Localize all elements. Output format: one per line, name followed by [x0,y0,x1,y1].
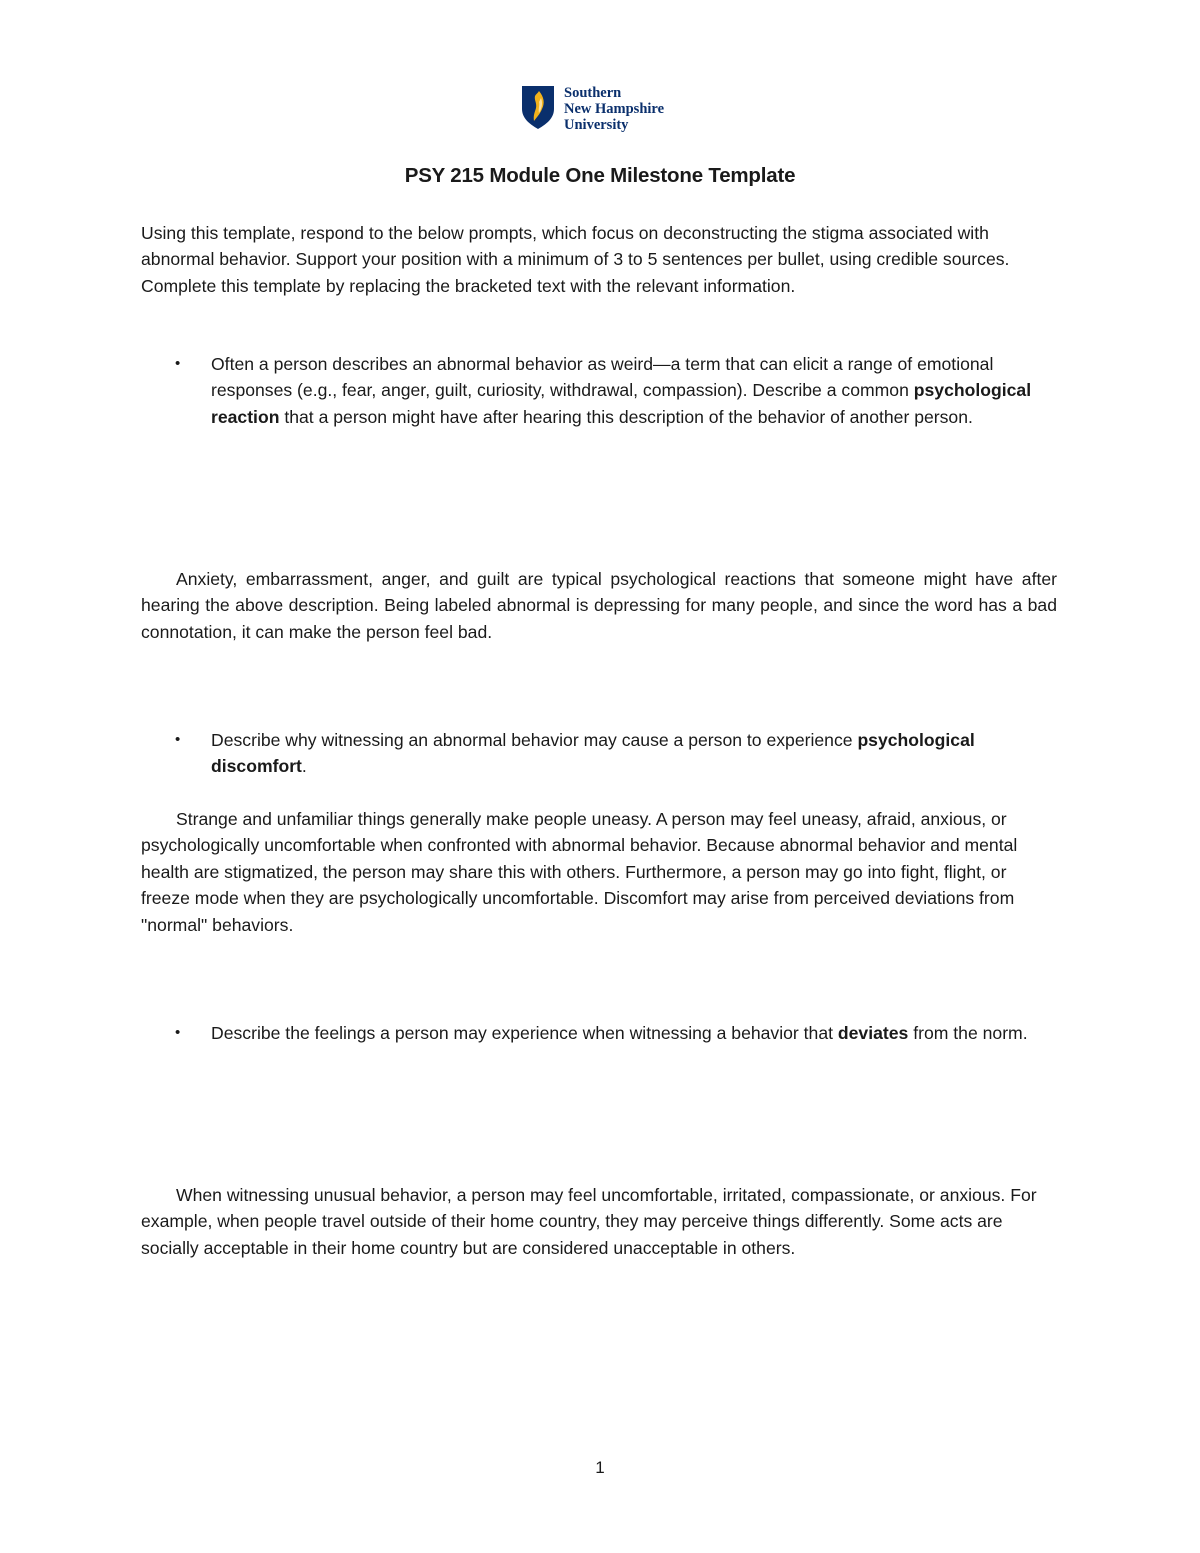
logo-line-3: University [564,117,629,133]
prompt-text-part: Describe why witnessing an abnormal behavior may cause a person to experience [211,730,858,750]
prompt-bullet-3 [141,1020,1059,1046]
prompt-text-part: Describe the feelings a person may experience when witnessing a behavior that [211,1023,838,1043]
prompt-text-part: that a person might have after hearing this description of the behavior of another person. [279,406,973,427]
intro-paragraph [141,220,1061,299]
prompt-text [211,727,1059,780]
answer-text [141,566,1057,645]
answer-paragraph-1 [141,566,1057,645]
prompt-bold-term: psychological reaction [211,380,1032,427]
prompt-bullet-2 [141,727,1059,780]
logo-wordmark [564,85,664,133]
answer-body: Strange and unfamiliar things generally make people uneasy. A person may feel uneasy, afraid, anxious, or psychologically uncomfortable when confronted with abnormal behavior. Because abnormal behavior and mental health are stigmatized, the person may share this with others. Furthermore, a person may go into fight, flight, or freeze mode when they are psychologically uncomfortable. Discomfort may arise from perceived deviations from "normal" behaviors. [141,809,1018,935]
shield-flame-icon [521,85,555,129]
answer-body: Anxiety, embarrassment, anger, and guilt are typical psychological reactions that someone might have after hearing the above description. Being labeled abnormal is depressing for many people, and since the word has a bad connotation, it can make the person feel bad. [141,569,1057,642]
prompt-text-part: from the norm. [908,1023,1028,1043]
university-logo [521,85,664,133]
bullet-marker: • [175,731,181,748]
document-title: PSY 215 Module One Milestone Template [404,164,796,187]
page-number: 1 [595,1458,605,1477]
answer-text [141,806,1057,938]
bullet-marker: • [175,355,181,372]
answer-paragraph-3 [141,1182,1057,1261]
prompt-bold-term: psychological discomfort [211,730,975,777]
prompt-bullet-1 [141,351,1059,430]
intro-text: Using this template, respond to the below prompts, which focus on deconstructing the stigma associated with abnormal behavior. Support your position with a minimum of 3 to 5 sentences per bullet, using credible sources. Complete this template by replacing the bracketed text with the relevant information. [141,223,1010,296]
prompt-text-part: . [301,756,307,777]
prompt-bold-term: deviates [837,1023,909,1043]
answer-paragraph-2 [141,806,1057,938]
prompt-text [211,1020,1059,1046]
logo-line-1: Southern [564,85,622,101]
logo-line-2: New Hampshire [564,101,665,117]
bullet-marker: • [175,1024,181,1041]
answer-body: When witnessing unusual behavior, a person may feel uncomfortable, irritated, compassionate, or anxious. For example, when people travel outside of their home country, they may perceive things differently. Some acts are socially acceptable in their home country but are considered unacceptable in others. [141,1185,1037,1258]
prompt-text-part: Often a person describes an abnormal behavior as weird—a term that can elicit a range of emotional responses (e.g., fear, anger, guilt, curiosity, withdrawal, compassion). Describe a common [211,354,994,401]
prompt-text [211,351,1059,430]
answer-text [141,1182,1057,1261]
